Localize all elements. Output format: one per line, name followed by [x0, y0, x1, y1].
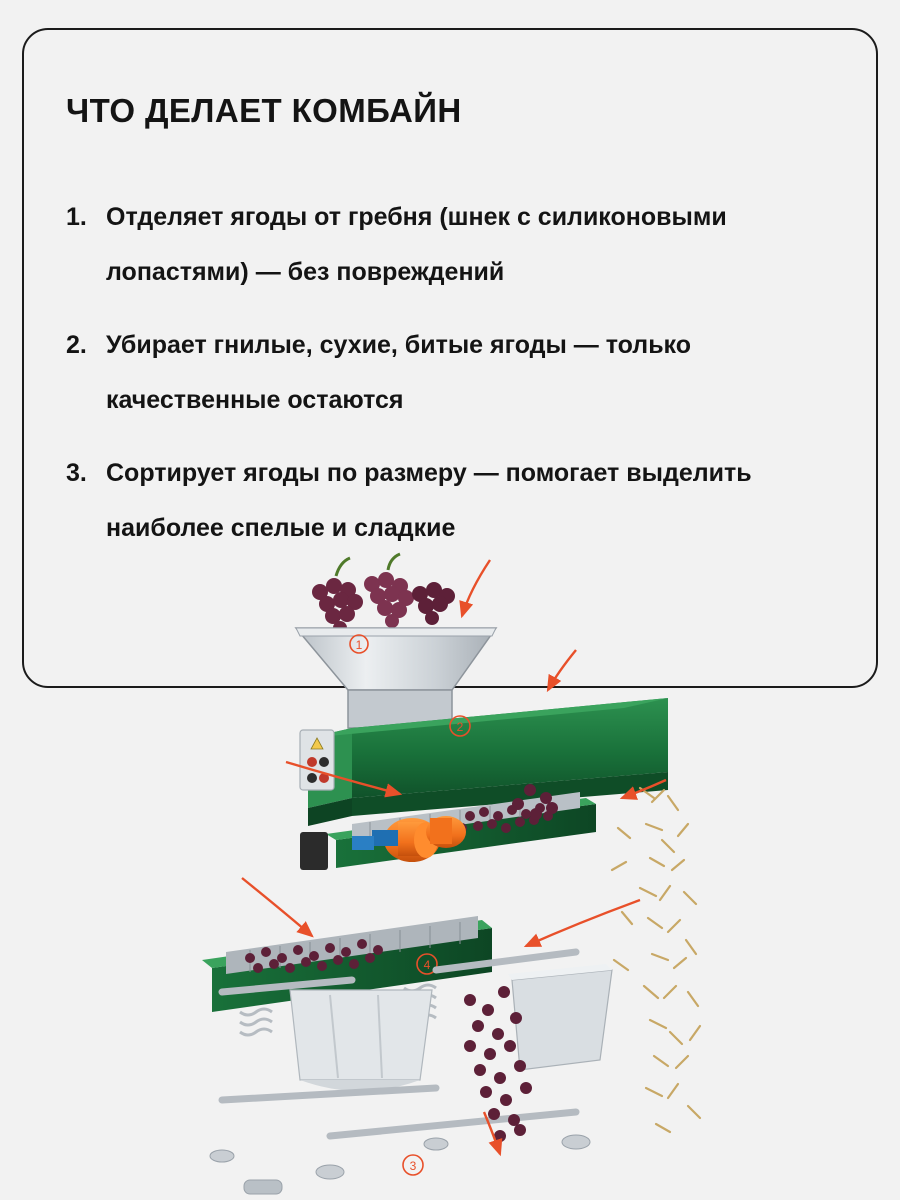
- list-item-number: 3.: [66, 459, 87, 487]
- collection-bag: [290, 990, 432, 1091]
- feature-list: [66, 190, 856, 574]
- machine-illustration: [0, 540, 900, 1200]
- svg-text:4: 4: [423, 958, 431, 972]
- list-item-label: Сортирует ягоды по размеру — помогает выделить наиболее спелые и сладкие: [106, 459, 752, 542]
- list-item-number: 2.: [66, 331, 87, 359]
- list-item-label: Отделяет ягоды от гребня (шнек с силиконовыми лопастями) — без повреждений: [106, 203, 727, 286]
- stem-debris: [612, 788, 700, 1132]
- list-item-label: Убирает гнилые, сухие, битые ягоды — только качественные остаются: [106, 331, 692, 414]
- list-item: [66, 318, 856, 428]
- page-title: ЧТО ДЕЛАЕТ КОМБАЙН: [66, 92, 462, 129]
- list-item: [66, 190, 856, 300]
- control-box[interactable]: [300, 730, 334, 790]
- frame-feet: [210, 1135, 590, 1194]
- list-item-number: 1.: [66, 203, 87, 231]
- hopper: [296, 628, 496, 728]
- grape-bunches-icon: [312, 554, 455, 635]
- svg-text:3: 3: [409, 1159, 417, 1173]
- svg-text:1: 1: [355, 638, 363, 652]
- svg-text:2: 2: [456, 720, 464, 734]
